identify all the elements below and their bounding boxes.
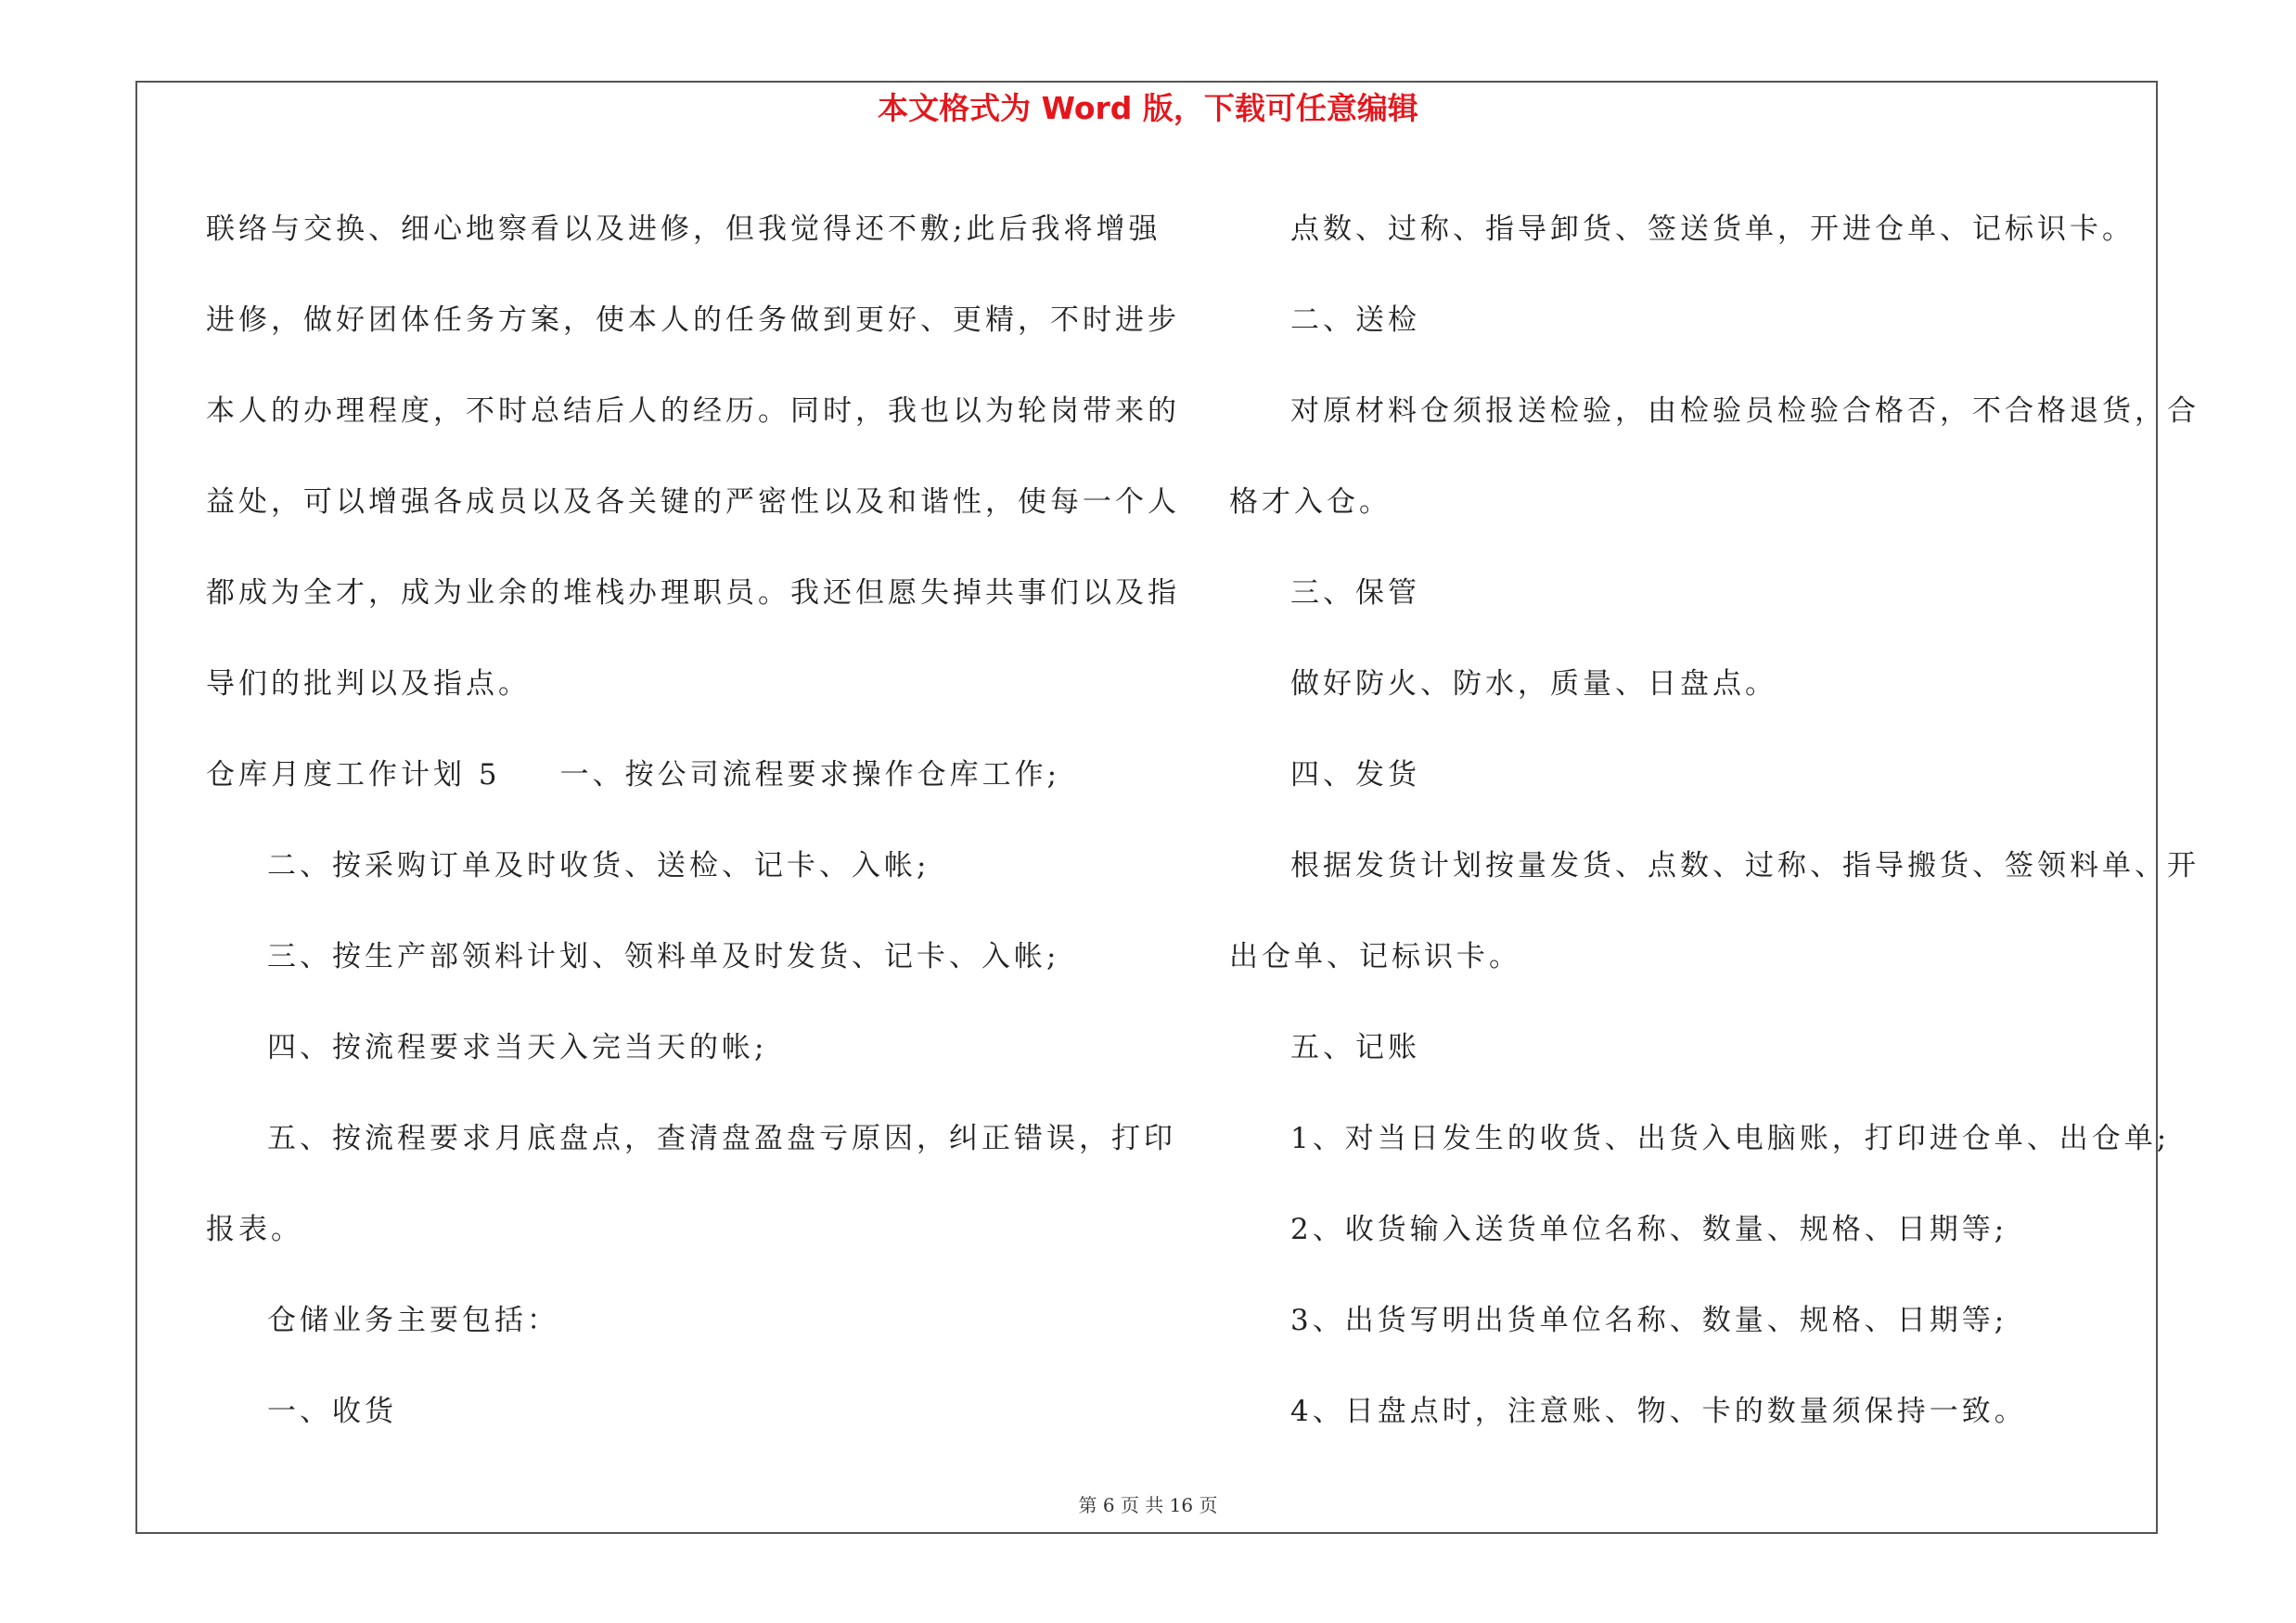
paragraph-line: 点数、过称、指导卸货、签送货单，开进仓单、记标识卡。 (1290, 213, 2135, 246)
paragraph-line: 联络与交换、细心地察看以及进修，但我觉得还不敷;此后我将增强 (206, 213, 1161, 246)
page-number: 第 6 页 共 16 页 (1078, 1494, 1218, 1516)
left-column (206, 184, 1180, 1457)
list-item: 2、收货输入送货单位名称、数量、规格、日期等; (1290, 1213, 2008, 1246)
paragraph-line: 出仓单、记标识卡。 (1229, 940, 1521, 973)
paragraph-line: 仓储业务主要包括： (267, 1304, 559, 1337)
section-first-item: 一、按公司流程要求操作仓库工作; (559, 758, 1061, 792)
header-banner: 本文格式为 Word 版，下载可任意编辑 (878, 90, 1418, 126)
list-item: 四、按流程要求当天入完当天的帐; (267, 1031, 768, 1064)
paragraph-line: 导们的批判以及指点。 (206, 667, 531, 701)
paragraph-line: 对原材料仓须报送检验，由检验员检验合格否，不合格退货，合 (1290, 394, 2200, 428)
list-item: 三、按生产部领料计划、领料单及时发货、记卡、入帐; (267, 940, 1060, 973)
paragraph-line: 都成为全才，成为业余的堆栈办理职员。我还但愿失掉共事们以及指 (206, 576, 1180, 610)
list-item: 4、日盘点时，注意账、物、卡的数量须保持一致。 (1290, 1395, 2027, 1428)
section-heading: 五、记账 (1290, 1031, 1420, 1064)
section-heading: 二、送检 (1290, 303, 1420, 337)
paragraph-line: 本人的办理程度，不时总结后人的经历。同时，我也以为轮岗带来的 (206, 394, 1180, 428)
right-column (1229, 184, 2200, 1457)
paragraph-line: 报表。 (206, 1213, 303, 1246)
paragraph-line: 进修，做好团体任务方案，使本人的任务做到更好、更精，不时进步 (206, 303, 1180, 337)
list-item: 一、收货 (267, 1395, 397, 1428)
list-item: 1、对当日发生的收货、出货入电脑账，打印进仓单、出仓单; (1290, 1122, 2171, 1155)
section-heading: 三、保管 (1290, 576, 1420, 610)
paragraph-line: 格才入仓。 (1229, 485, 1392, 519)
section-heading: 四、发货 (1290, 758, 1420, 792)
section-title: 仓库月度工作计划 5 (206, 758, 501, 792)
list-item: 3、出货写明出货单位名称、数量、规格、日期等; (1290, 1304, 2008, 1337)
list-item: 五、按流程要求月底盘点，查清盘盈盘亏原因，纠正错误，打印 (267, 1122, 1176, 1155)
paragraph-line: 做好防火、防水，质量、日盘点。 (1290, 667, 1777, 701)
paragraph-line: 根据发货计划按量发货、点数、过称、指导搬货、签领料单、开 (1290, 849, 2200, 882)
paragraph-line: 益处，可以增强各成员以及各关键的严密性以及和谐性，使每一个人 (206, 485, 1180, 519)
section-heading-line (206, 729, 1134, 820)
list-item: 二、按采购订单及时收货、送检、记卡、入帐; (267, 849, 930, 882)
